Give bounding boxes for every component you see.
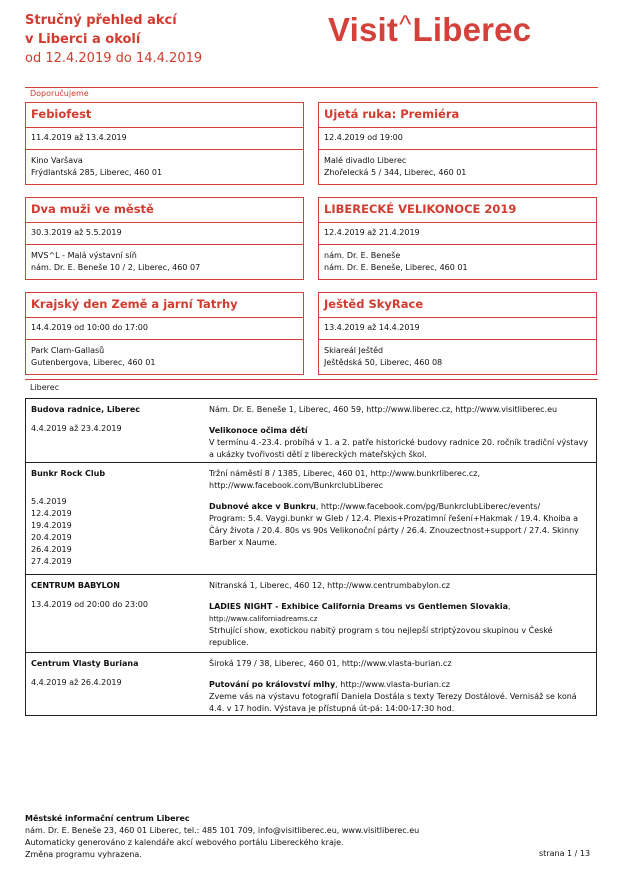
card-venue: Kino Varšava [31,156,83,165]
event-link[interactable]: http://www.californiadreams.cz [209,615,318,623]
event-date: 26.4.2019 [31,545,72,554]
event-text: Program: 5.4. Vaygi.bunkr w Gleb / 12.4. Plexis+Prozatimní řešení+Hakmak / 19.4. Khoiba a Čáry života / 20.4. 80s vs 90s Velikonoční párty / 26.4. Znouzectnost+support / 27.4. Skinny Barber x Naume. [209,514,579,547]
card-address: Gutenbergova, Liberec, 460 01 [31,358,156,367]
card-title: Krajský den Země a jarní Tatrhy [26,293,303,318]
recommended-card [25,197,304,280]
section-divider [25,379,598,380]
footer-organization: Městské informační centrum Liberec [25,814,190,823]
event-title: Velikonoce očima dětí [209,426,308,435]
title-line-1: Stručný přehled akcí [25,13,177,28]
recommended-card [25,102,304,185]
card-title: Ještěd SkyRace [319,293,596,318]
event-title: Dubnové akce v Bunkru [209,502,316,511]
footer-note: Změna programu vyhrazena. [25,850,142,859]
card-venue: Malé divadlo Liberec [324,156,407,165]
event-date: 19.4.2019 [31,521,72,530]
event-date: 4.4.2019 až 26.4.2019 [31,678,122,687]
card-place [319,245,596,279]
card-address: nám. Dr. E. Beneše, Liberec, 460 01 [324,263,468,272]
card-date: 12.4.2019 až 21.4.2019 [319,223,596,245]
card-place [319,340,596,374]
events-table [25,398,597,716]
footer-note: Automaticky generováno z kalendáře akcí webového portálu Libereckého kraje. [25,838,344,847]
event-text: V termínu 4.-23.4. probíhá v 1. a 2. patře historické budovy radnice 20. ročník tradiční výstavy a ukázky tvořivosti dětí z libereckých mateřských škol. [209,438,588,459]
event-date: 4.4.2019 až 23.4.2019 [31,424,122,433]
card-venue: Park Clam-Gallasů [31,346,105,355]
event-title: Putování po království mlhy [209,680,336,689]
event-link[interactable]: http://www.facebook.com/pg/BunkrclubLiberec/events/ [320,502,541,511]
recommended-card [25,292,304,375]
event-date: 13.4.2019 od 20:00 do 23:00 [31,600,148,609]
document-title [25,11,285,68]
card-address: nám. Dr. E. Beneše 10 / 2, Liberec, 460 07 [31,263,201,272]
card-date: 14.4.2019 od 10:00 do 17:00 [26,318,303,340]
card-title: Dva muži ve městě [26,198,303,223]
card-date: 11.4.2019 až 13.4.2019 [26,128,303,150]
event-dates [31,599,201,611]
recommended-card [318,102,597,185]
card-date: 30.3.2019 až 5.5.2019 [26,223,303,245]
card-venue: Skiareál Ještěd [324,346,384,355]
event-date: 20.4.2019 [31,533,72,542]
event-date: 27.4.2019 [31,557,72,566]
event-dates [31,423,201,435]
visit-liberec-logo: Visit^Liberec [328,9,532,48]
footer [25,813,419,861]
venue-address: Tržní náměstí 8 / 1385, Liberec, 460 01, http://www.bunkrliberec.cz, http://www.facebook.com/BunkrclubLiberec [209,469,481,490]
footer-contact: nám. Dr. E. Beneše 23, 460 01 Liberec, tel.: 485 101 709, info@visitliberec.eu, www.visitliberec.eu [25,826,420,835]
card-place [26,340,303,374]
table-row [26,399,596,463]
event-description: Dubnové akce v Bunkru, http://www.facebook.com/pg/BunkrclubLiberec/events/ Program: 5.4. Vaygi.bunkr w Gleb / 12.4. Plexis+Prozatimní řešení+Hakmak / 19.4. Khoiba a Čáry života / 20.4. 80s vs 90s Velikonoční párty / 26.4. Znouzectnost+support / 27.4. Skinny Barber x Naume. [209,501,592,549]
table-row [26,463,596,575]
date-range: od 12.4.2019 do 14.4.2019 [25,51,203,66]
card-venue: MVS^L - Malá výstavní síň [31,251,137,260]
venue-address: Nám. Dr. E. Beneše 1, Liberec, 460 59, http://www.liberec.cz, http://www.visitliberec.eu [209,405,558,414]
event-date: 5.4.2019 [31,497,67,506]
title-line-2: v Liberci a okolí [25,32,141,47]
recommended-card [318,197,597,280]
card-title: LIBERECKÉ VELIKONOCE 2019 [319,198,596,223]
card-address: Zhořelecká 5 / 344, Liberec, 460 01 [324,168,467,177]
venue-name: CENTRUM BABYLON [31,581,120,590]
event-description: LADIES NIGHT - Exhibice California Dreams vs Gentlemen Slovakia, http://www.californiadreams.cz Strhující show, exotickou nabitý program s tou nejlepší striptýzovou skupinou v České republice. [209,601,592,649]
card-venue: nám. Dr. E. Beneše [324,251,401,260]
table-row [26,653,596,715]
card-title: Febiofest [26,103,303,128]
event-description [209,425,592,461]
recommended-label: Doporučujeme [30,89,89,98]
venue-address: Nitranská 1, Liberec, 460 12, http://www.centrumbabylon.cz [209,581,450,590]
event-link[interactable]: http://www.vlasta-burian.cz [340,680,450,689]
event-text: Zveme vás na výstavu fotografií Daniela Dostála s texty Terezy Dostálové. Vernisáž se koná 4.4. v 17 hodin. Výstava je přístupná út-pá: 14:00-17:30 hod. [209,692,577,713]
city-label: Liberec [30,383,60,392]
card-date: 13.4.2019 až 14.4.2019 [319,318,596,340]
event-date: 12.4.2019 [31,509,72,518]
card-place [26,245,303,279]
venue-name: Centrum Vlasty Buriana [31,659,139,668]
venue-name: Bunkr Rock Club [31,469,106,478]
card-address: Ještědská 50, Liberec, 460 08 [324,358,443,367]
event-dates [31,677,201,689]
event-description: Putování po království mlhy, http://www.vlasta-burian.cz Zveme vás na výstavu fotografií Daniela Dostála s texty Terezy Dostálové. Vernisáž se koná 4.4. v 17 hodin. Výstava je přístupná út-pá: 14:00-17:30 hod. [209,679,592,715]
venue-name: Budova radnice, Liberec [31,405,141,414]
venue-address: Široká 179 / 38, Liberec, 460 01, http://www.vlasta-burian.cz [209,659,452,668]
card-place [319,150,596,184]
card-address: Frýdlantská 285, Liberec, 460 01 [31,168,163,177]
section-divider [25,87,598,88]
page-number: strana 1 / 13 [539,849,591,858]
event-title: LADIES NIGHT - Exhibice California Dreams vs Gentlemen Slovakia [209,602,509,611]
event-text: Strhující show, exotickou nabitý program s tou nejlepší striptýzovou skupinou v České republice. [209,626,553,647]
table-row [26,575,596,653]
card-date: 12.4.2019 od 19:00 [319,128,596,150]
event-dates [31,496,201,568]
recommended-card [318,292,597,375]
card-title: Ujetá ruka: Premiéra [319,103,596,128]
card-place [26,150,303,184]
